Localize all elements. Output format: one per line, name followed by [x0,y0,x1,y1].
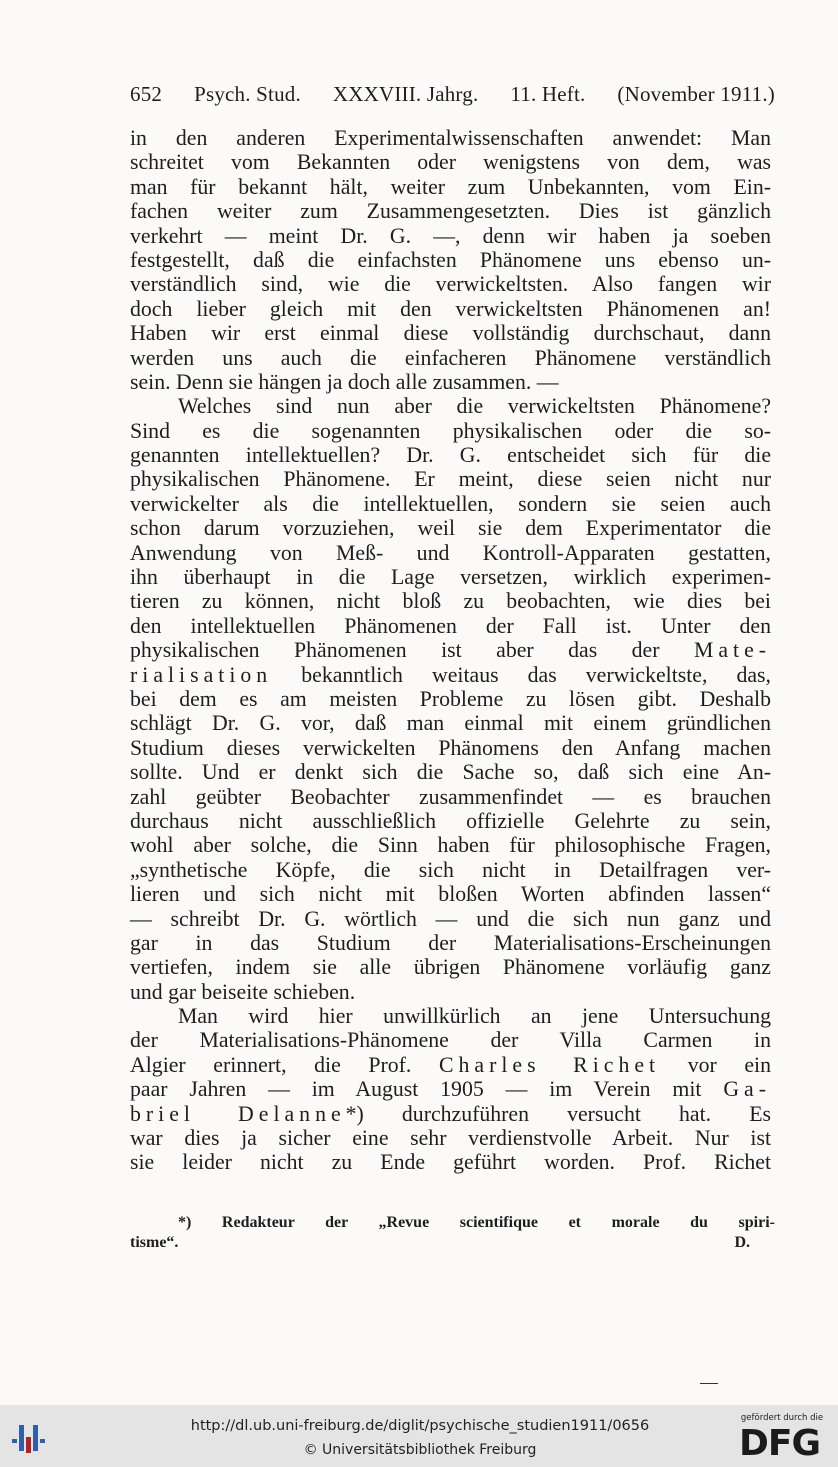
footnote-line-2 [130,1233,775,1253]
text-line: Sind es die sogenannten physikalischen oder die so- [130,418,771,443]
text-line [130,638,771,662]
text-line: verständlich sind, wie die verwickeltsten. Also fangen wir [130,272,771,297]
text-line: schon darum vorzuziehen, weil sie dem Experimentator die [130,516,771,541]
spaced-word: Ga- [723,1077,771,1102]
text-fragment: paar Jahren — im August 1905 — im Verein mit [130,1077,724,1102]
text-line: sollte. Und er denkt sich die Sache so, daß sich eine An- [130,760,771,785]
text-line: genannten intellektuellen? Dr. G. entscheidet sich für die [130,443,771,468]
body-text [130,126,771,1175]
volume: XXXVIII. Jahrg. [332,82,479,106]
text-line: Anwendung von Meß- und Kontroll-Apparaten gestatten, [130,540,771,565]
text-fragment: vor ein [660,1052,771,1077]
text-line: sein. Denn sie hängen ja doch alle zusammen. — [130,369,559,394]
text-line: werden uns auch die einfacheren Phänomene verständlich [130,345,771,370]
text-line: und gar beiseite schieben. [130,979,356,1004]
footnote [130,1213,775,1253]
issue: 11. Heft. [510,82,586,106]
permalink-url[interactable]: http://dl.ub.uni-freiburg.de/diglit/psychische_studien1911/0656 [190,1418,650,1434]
spaced-name: briel Delanne [130,1101,346,1126]
running-header [130,82,775,107]
text-line: war dies ja sicher eine sehr verdienstvolle Arbeit. Nur ist [130,1126,771,1151]
text-line: der Materialisations-Phänomene der Villa Carmen in [130,1028,771,1053]
text-line [130,1102,771,1126]
copyright-notice: © Universitätsbibliothek Freiburg [303,1442,537,1458]
text-line: schlägt Dr. G. vor, daß man einmal mit einem gründlichen [130,711,771,736]
text-line: verkehrt — meint Dr. G. —, denn wir haben ja soeben [130,223,771,248]
spaced-name: Charles Richet [438,1052,661,1077]
text-line: schreitet vom Bekannten oder wenigstens von dem, was [130,150,771,175]
page-end-rule [700,1383,718,1384]
text-line: ihn überhaupt in die Lage versetzen, wirklich experimen- [130,565,771,590]
text-line: tieren zu können, nicht bloß zu beobachten, wie dies bei [130,589,771,614]
text-line: gar in das Studium der Materialisations-Erscheinungen [130,930,771,955]
text-line: Studium dieses verwickelten Phänomens den Anfang machen [130,735,771,760]
text-line: Man wird hier unwillkürlich an jene Untersuchung [178,1004,771,1029]
spaced-word: rialisation [130,662,273,687]
text-line: den intellektuellen Phänomenen der Fall ist. Unter den [130,613,771,638]
text-fragment: *) durchzuführen versucht hat. Es [345,1101,771,1126]
text-line: — schreibt Dr. G. wörtlich — und die sich nun ganz und [130,906,771,931]
text-line: man für bekannt hält, weiter zum Unbekannten, vom Ein- [130,174,771,199]
journal-title: Psych. Stud. [194,82,301,106]
text-line: bei dem es am meisten Probleme zu lösen gibt. Deshalb [130,686,771,711]
text-line: „synthetische Köpfe, die sich nicht in Detailfragen ver- [130,857,771,882]
text-line [130,1077,771,1101]
text-line: Haben wir erst einmal diese vollständig durchschaut, dann [130,321,771,346]
text-fragment: Algier erinnert, die Prof. [130,1052,439,1077]
spaced-word: Mate- [693,638,771,663]
text-line: sie leider nicht zu Ende geführt worden. Prof. Richet [130,1150,771,1175]
text-line: durchaus nicht ausschließlich offizielle Gelehrte zu sein, [130,808,771,833]
text-line: lieren und sich nicht mit bloßen Worten abfinden lassen“ [130,882,771,907]
text-line [130,663,771,687]
text-line: zahl geübter Beobachter zusammenfindet — es brauchen [130,784,771,809]
footnote-signature: D. [734,1234,750,1251]
dfg-logo[interactable]: DFG [739,1423,821,1464]
text-line: wohl aber solche, die Sinn haben für philosophische Fragen, [130,833,771,858]
text-line: Welches sind nun aber die verwickeltsten Phänomene? [178,394,771,419]
viewer-footer [0,1405,838,1467]
dfg-tagline: gefördert durch die [740,1413,824,1423]
text-line: in den anderen Experimentalwissenschaften anwendet: Man [130,126,771,150]
text-line: fachen weiter zum Zusammengesetzten. Dies ist gänzlich [130,199,771,224]
text-line: doch lieber gleich mit den verwickeltsten Phänomenen an! [130,296,771,321]
text-line: verwickelter als die intellektuellen, sondern sie seien auch [130,491,771,516]
ub-freiburg-logo-icon [10,1417,50,1457]
text-line: physikalischen Phänomene. Er meint, diese seien nicht nur [130,467,771,492]
date: (November 1911.) [617,82,775,106]
text-line: festgestellt, daß die einfachsten Phänomene uns ebenso un- [130,247,771,272]
footnote-line: tisme“. [130,1234,179,1251]
text-fragment: physikalischen Phänomenen ist aber das der [130,638,694,663]
footnote-line: *) Redakteur der „Revue scientifique et morale du spiri- [178,1214,775,1231]
page-number: 652 [130,82,163,106]
text-fragment: bekanntlich weitaus das verwickeltste, das, [272,662,771,687]
text-line: vertiefen, indem sie alle übrigen Phänomene vorläufig ganz [130,955,771,980]
text-line [130,1053,771,1077]
